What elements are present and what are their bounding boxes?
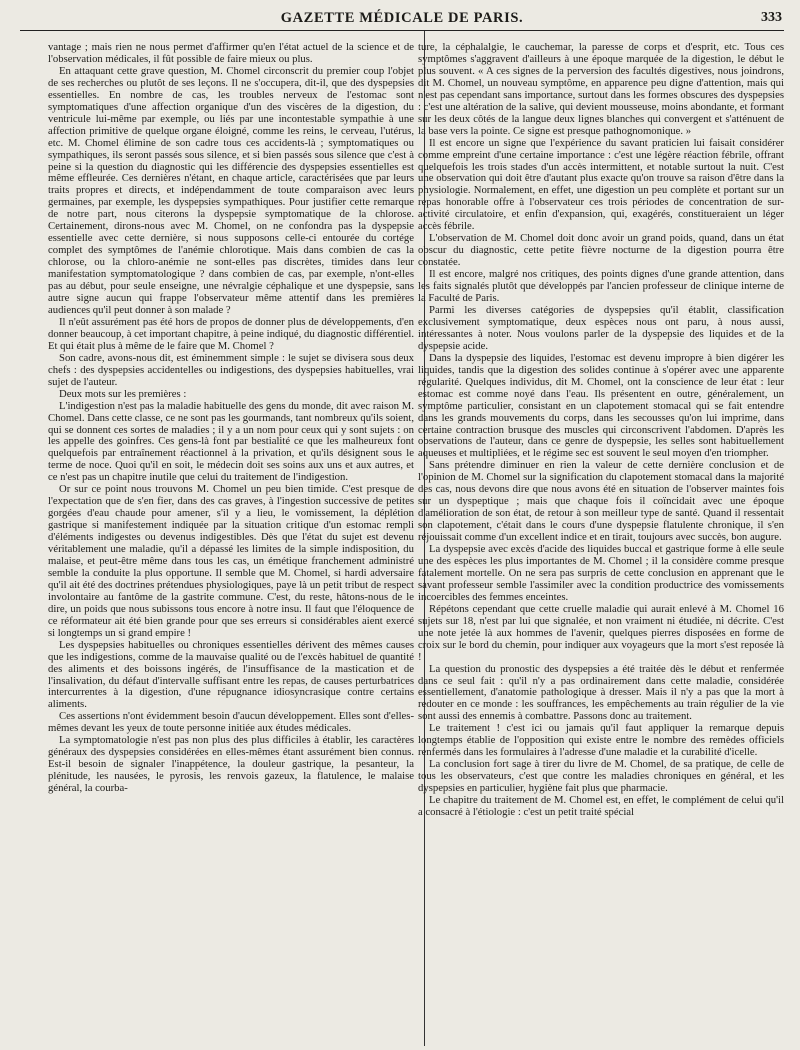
right-column	[418, 42, 784, 1046]
paragraph: Le traitement ! c'est ici ou jamais qu'il faut appliquer la remarque depuis longtemps établie de l'opposition qui existe entre le nombre des remèdes officiels renfermés dans les formulaires à l'adresse d'une maladie et la curabilité d'icelle.	[418, 722, 784, 759]
left-column	[48, 42, 414, 1046]
paragraph: L'indigestion n'est pas la maladie habituelle des gens du monde, dit avec raison M. Chomel. Dans cette classe, ce ne sont pas les gourmands, tant nombreux qu'ils soient, qui se donnent ces sortes de maladies ; il y a un nom pour ceux qui y sont sujets : on les appelle des goinfres. Ces gens-là font par bestialité ce que les malheureux font quelquefois par entraînement réactionnel à la privation, et qu'ils désignent sous le terme de noce. Quoi qu'il en soit, le médecin doit ses soins aux uns et aux autres, et ce n'est pas un chapitre inutile que celui du traitement de l'indigestion.	[48, 399, 414, 484]
paragraph: La question du pronostic des dyspepsies a été traitée dès le début et renfermée dans ce seul fait : qu'il n'y a pas ordinairement dans cette maladie, considérée essentiellement, d'anatomie pathologique à dresser. Mais il n'y a pas que la mort à redouter en ce monde : les souffrances, les empêchements au train régulier de la vie sont aussi des ennemis à combattre. Passons donc au traitement.	[418, 662, 784, 723]
paragraph: Les dyspepsies habituelles ou chroniques essentielles dérivent des mêmes causes que les indigestions, comme de la mauvaise qualité ou de l'excès habituel de quantité des aliments et des boissons ingérés, de l'insuffisance de la mastication et de l'insalivation, du défaut d'intervalle suffisant entre les repas, de causes perturbatrices intercurrentes à la digestion, d'une répugnance idiosyncrasique contre certains aliments.	[48, 638, 414, 711]
paragraph: Le chapitre du traitement de M. Chomel est, en effet, le complément de celui qu'il a consacré à l'étiologie : c'est un petit traité spécial	[418, 794, 784, 818]
paragraph: Répétons cependant que cette cruelle maladie qui aurait enlevé à M. Chomel 16 sujets sur 18, n'est par lui que signalée, et non vraiment ni étudiée, ni décrite. C'est une note jetée là aux hommes de l'avenir, quelques pierres disposées en forme de croix sur le bord du chemin, pour indiquer aux voyageurs que la mort s'est reposée là !	[418, 602, 784, 663]
paragraph: Deux mots sur les premières :	[59, 387, 187, 400]
paragraph: Il est encore un signe que l'expérience du savant praticien lui faisait considérer comme empreint d'une certaine importance : c'est une légère réaction fébrile, offrant quelquefois les trois stades d'un accès intermittent, et notable surtout la nuit. C'est une observation qui doit être d'autant plus exacte qu'on trouve sa raison d'être dans la physiologie. Normalement, en effet, une digestion un peu complète et portant sur un repas honorable offre à l'observateur ces trois périodes de concentration de sur-activité circulatoire, et enfin d'expansion, qui, exagérés, constitueraient un léger accès fébrile.	[418, 136, 784, 233]
paragraph: La dyspepsie avec excès d'acide des liquides buccal et gastrique forme à elle seule une des espèces les plus importantes de M. Chomel ; il la considère comme presque fatalement mortelle. On ne sera pas surpris de cette conclusion en apprenant que le savant professeur semble l'assimiler avec la condition productrice des vomissements incoercibles des femmes enceintes.	[418, 543, 784, 603]
paragraph: Il n'eût assurément pas été hors de propos de donner plus de développements, d'en donner beaucoup, à cet important chapitre, à peine indiqué, du diagnostic différentiel. Et qui était plus à même de le faire que M. Chomel ?	[48, 315, 414, 352]
page-number: 333	[761, 10, 782, 25]
text-columns	[20, 42, 784, 1046]
paragraph: La conclusion fort sage à tirer du livre de M. Chomel, de sa pratique, de celle de tous les observateurs, c'est que contre les maladies chroniques en général, et les dyspepsies en particulier, hygiène fait plus que pharmacie.	[418, 758, 784, 795]
paragraph: Son cadre, avons-nous dit, est éminemment simple : le sujet se divisera sous deux chefs : des dyspepsies accidentelles ou indigestions, des dyspepsies habituelles, vrai sujet de l'auteur.	[48, 351, 414, 388]
paragraph: Sans prétendre diminuer en rien la valeur de cette dernière conclusion et de l'opinion de M. Chomel sur la signification du clapotement stomacal dans la majorité des cas, nous devons dire que nous avons été en situation de l'observer maintes fois sur un dyspeptique ; mais que chaque fois il coïncidait avec une époque d'amélioration de son état, de retour à son meilleur type de santé. Quand il ressentait son clapotement, c'était dans le cours d'une dyspepsie flatulente chronique, il s'en réjouissait comme d'un excellent indice et en tirait, toujours avec succès, bon augure.	[418, 459, 784, 544]
journal-title: GAZETTE MÉDICALE DE PARIS.	[280, 10, 524, 26]
paragraph: Il est encore, malgré nos critiques, des points dignes d'une grande attention, dans les faits signalés plutôt que développés par l'ancien professeur de clinique interne de la Faculté de Paris.	[418, 268, 784, 305]
paragraph: vantage ; mais rien ne nous permet d'affirmer qu'en l'état actuel de la science et de l'observation médicales, il fût possible de faire mieux ou plus.	[48, 42, 414, 65]
paragraph: En attaquant cette grave question, M. Chomel circonscrit du premier coup l'objet de ses recherches ou plutôt de ses leçons. Il ne s'occupera, dit-il, que des dyspepsies essentielles. En nombre de cas, les troubles nerveux de l'estomac sont symptomatiques d'une affection organique d'un des viscères de la digestion, du ventricule lui-même par exemple, ou liés par une incontestable sympathie à une affection primitive de quelque organe éloigné, comme les reins, le cerveau, l'utérus, etc. M. Chomel élimine de son cadre tous ces accidents-là ; symptomatiques ou sympathiques, ils seront passés sous silence, et si bien passés sous silence que c'est à peine si la question du diagnostic qui les différencie des dyspepsies essentielles est même effleurée. Ces dernières n'étant, en chaque article, caractérisées que par leurs traits propres et directs, et indépendamment de toute comparaison avec leurs germaines, par exemple, les dyspepsies sympathiques. Pour justifier cette remarque de notre part, nous citerons la dyspepsie symptomatique de la chlorose. Certainement, dirons-nous avec M. Chomel, on ne confondra pas la dyspepsie essentielle avec cette dernière, si nous supposons celle-ci entourée du cortége complet des symptômes de l'anémie chlorotique. Mais dans combien de cas la chlorose, ou la chloro-anémie ne sont-elles pas discrètes, timides dans leur manifestation symptomatologique ? dans combien de cas, par exemple, n'ont-elles pas au début, pour seule enseigne, une névralgie céphalique et une dyspepsie, sans autre signe aucun qui frappe l'observateur même attentif dans les premières audiences qu'il peut donner à son malade ?	[48, 64, 414, 316]
paragraph: Dans la dyspepsie des liquides, l'estomac est devenu impropre à bien digérer les liquides, tandis que la digestion des solides continue à s'opérer avec une apparente régularité. Quelques individus, dit M. Chomel, ont la conscience de leur état : leur estomac est comme noyé dans l'eau. Ils présentent en outre, généralement, un symptôme particulier, consistant en un clapotement stomacal qui se fait entendre dans les grands mouvements du corps, dans les secousses qu'on lui imprime, dans certaine contraction brusque des muscles qui circonscrivent l'abdomen. D'après les observations de l'auteur, dans ce genre de dyspepsie, les selles sont habituellement aqueuses et multipliées, et le régime sec est souvent le seul moyen d'en triompher.	[418, 351, 784, 460]
paragraph: Or sur ce point nous trouvons M. Chomel un peu bien timide. C'est presque de l'expectation que de s'en fier, dans des cas graves, à l'ingestion successive de petites gorgées d'eau chaude pour amener, s'il y a lieu, le vomissement, la déplétion gastrique si manifestement indiquée par la situation critique d'un estomac rempli d'éléments indigestes ou devenus indigestibles. Dès que l'état du sujet est devenu véritablement une maladie, qu'il a dépassé les limites de la simple indisposition, du malaise, et peut-être même dans tous les cas, un émétique franchement administré semble la conduite la plus opportune. Il semble que M. Chomel, si hardi adversaire qu'il ait été des doctrines prétendues physiologiques, paye là un petit tribut de respect involontaire au fantôme de la gastrite commune. C'est, du reste, hâtons-nous de le dire, un poids que nous subissons tous encore à notre insu. Il faut que l'éloquence de ce réformateur ait été bien grande pour que ses erreurs si considérables aient exercé si longtemps un si grand empire !	[48, 483, 414, 639]
paragraph: La symptomatologie n'est pas non plus des plus difficiles à établir, les caractères généraux des dyspepsies considérées en elles-mêmes étant assurément bien connus. Est-il besoin de signaler l'inappétence, la douleur gastrique, la pesanteur, la plénitude, les nausées, le pyrosis, les renvois gazeux, la flatulence, le malaise général, la courba-	[48, 734, 414, 795]
paragraph: L'observation de M. Chomel doit donc avoir un grand poids, quand, dans un état obscur du diagnostic, cette petite fièvre nocturne de la digestion pourra être constatée.	[418, 232, 784, 269]
paragraph: Ces assertions n'ont évidemment besoin d'aucun développement. Elles sont d'elles-mêmes devant les yeux de toute personne initiée aux études médicales.	[48, 710, 414, 735]
paragraph: ture, la céphalalgie, le cauchemar, la paresse de corps et d'esprit, etc. Tous ces symptômes s'aggravent d'ailleurs à une époque marquée de la digestion, le début le plus souvent. « A ces signes de la perversion des facultés digestives, nous joindrons, dit M. Chomel, un nouveau symptôme, en apparence peu digne d'attention, mais qui n'est pas cependant sans importance, surtout dans les formes obscures des dyspepsies : c'est une altération de la salive, qui devient mousseuse, moins abondante, et formant sur les deux côtés de la langue deux lignes blanches qui convergent et s'atténuent de la base vers la pointe. Ce signe est presque pathognomonique. »	[418, 42, 784, 137]
paragraph: Parmi les diverses catégories de dyspepsies qu'il établit, classification exclusivement symptomatique, deux espèces nous ont paru, à nous aussi, intéressantes à noter. Nous voulons parler de la dyspepsie des liquides et de la dyspepsie acide.	[418, 303, 784, 352]
page-header	[20, 8, 784, 31]
